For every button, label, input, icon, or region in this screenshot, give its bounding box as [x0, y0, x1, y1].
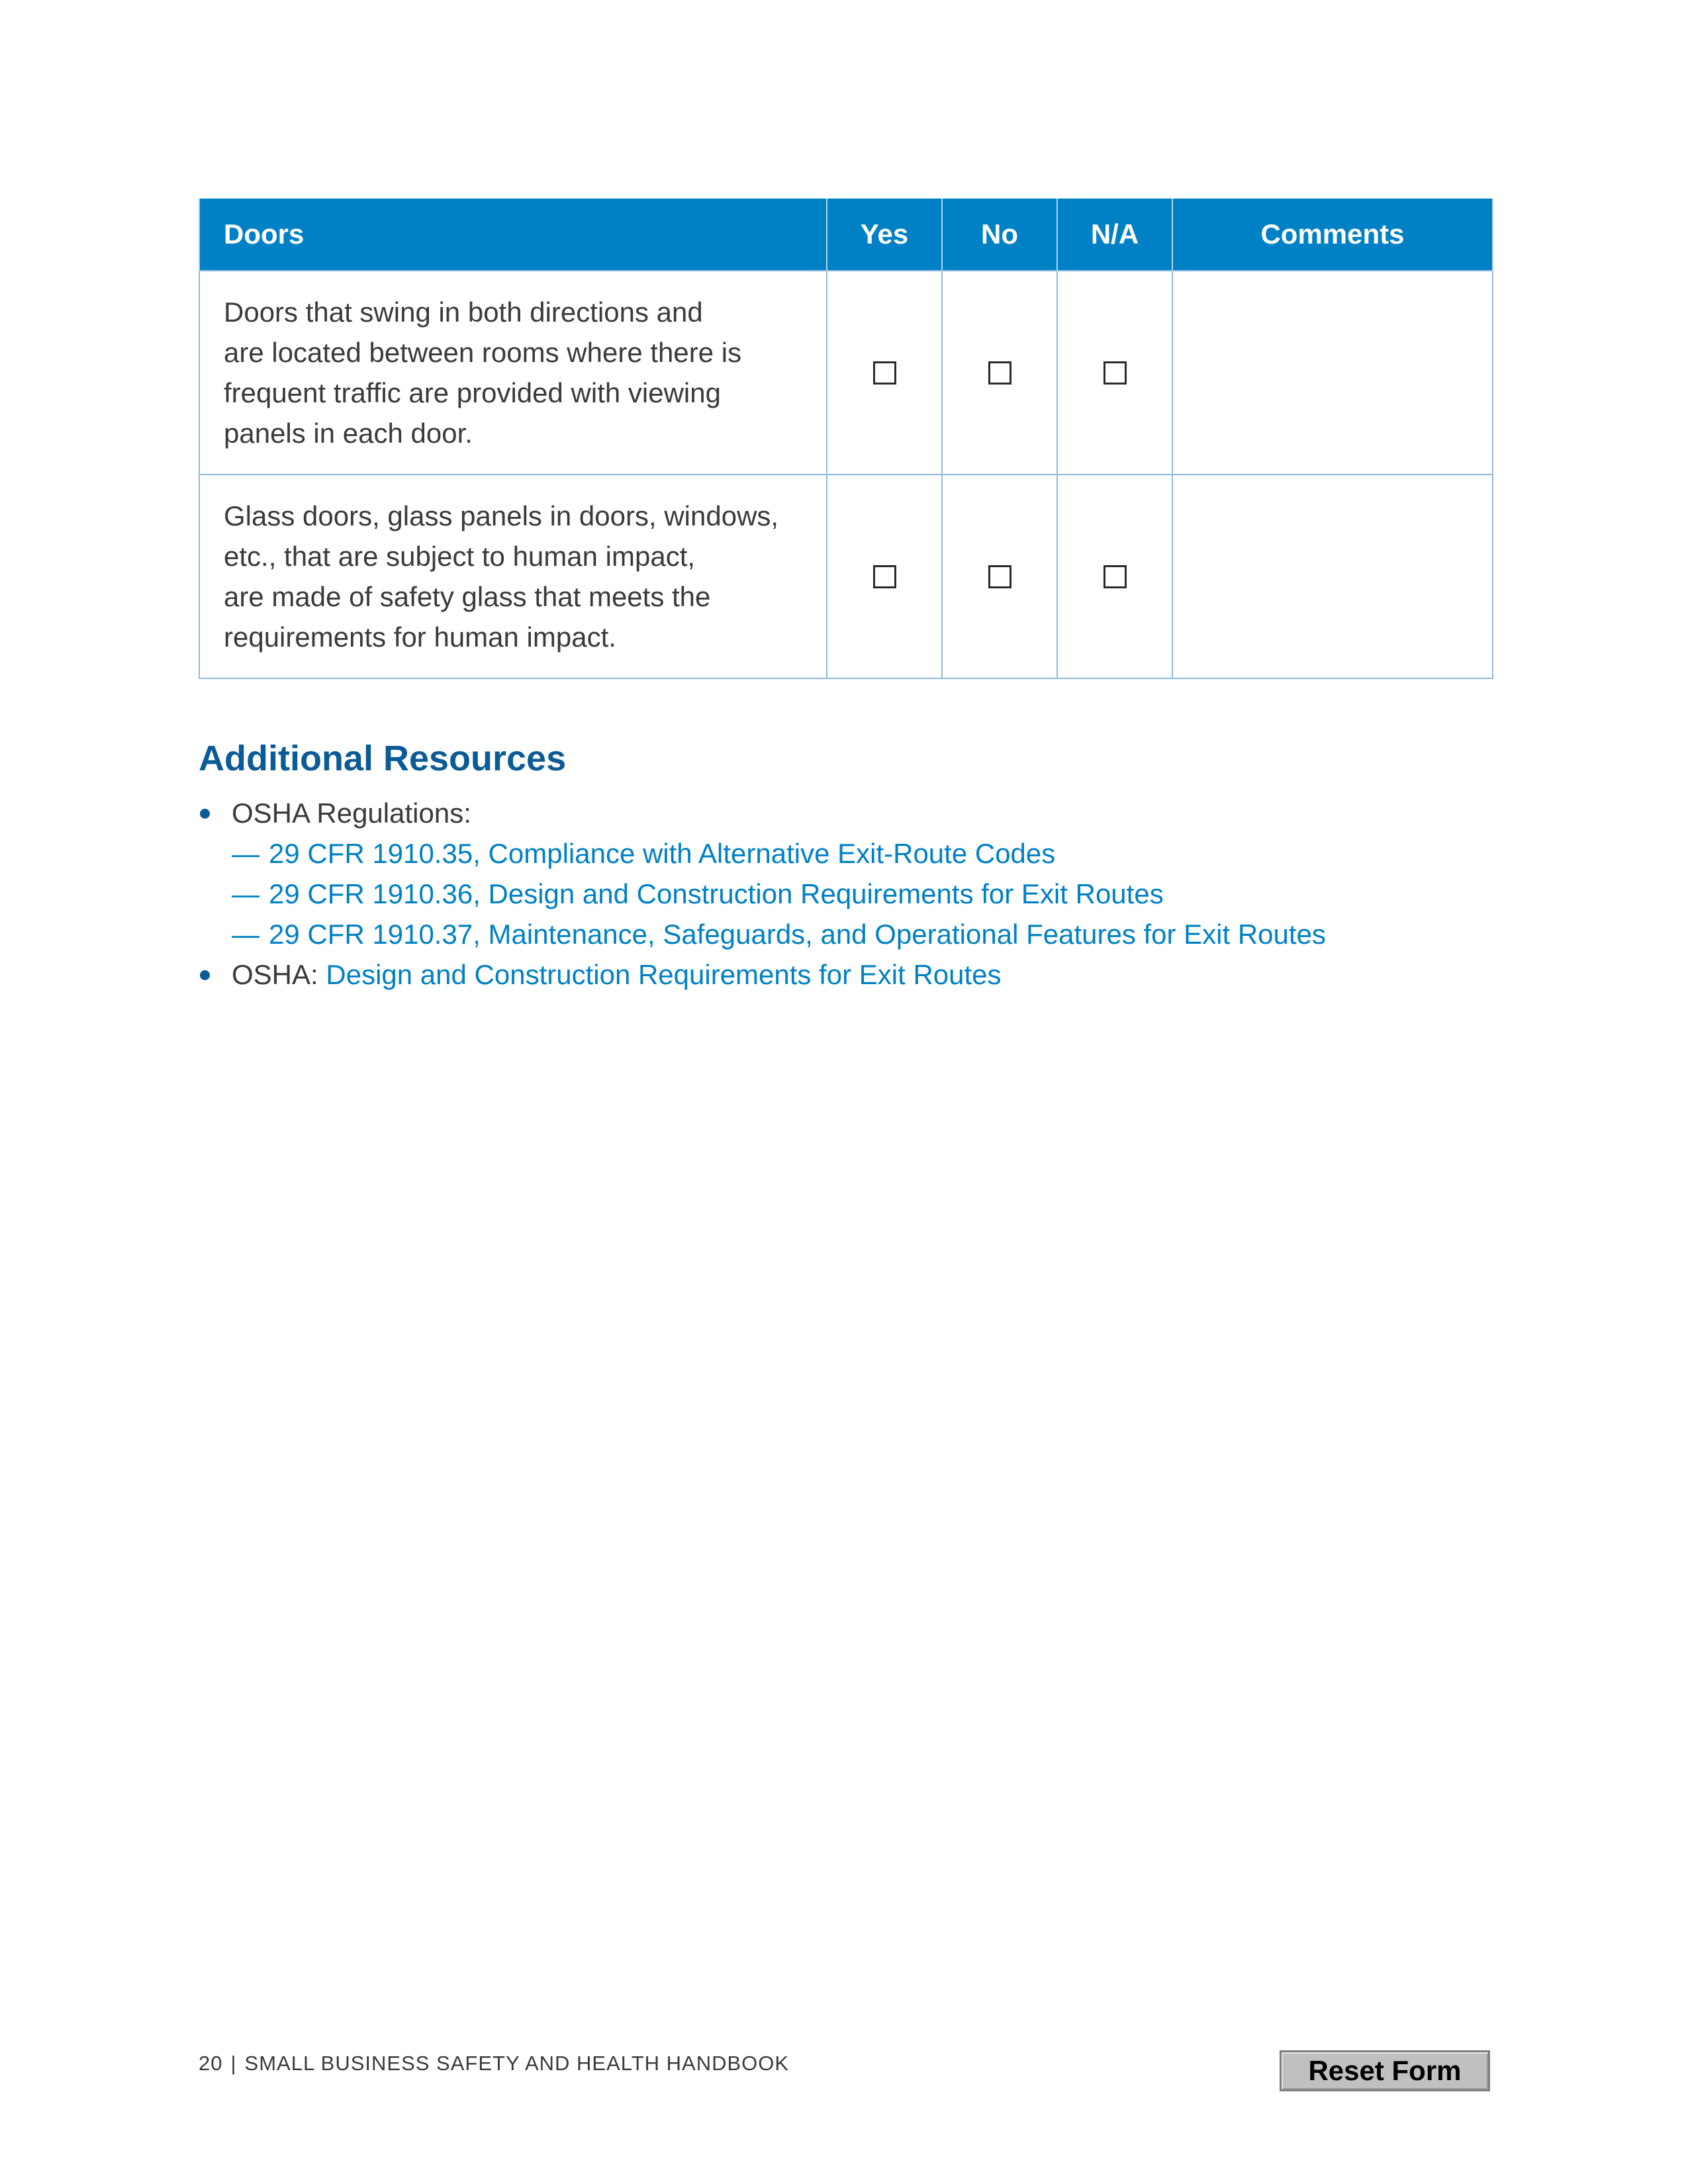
- handbook-title: SMALL BUSINESS SAFETY AND HEALTH HANDBOOK: [244, 2052, 790, 2075]
- doors-checklist-table: [199, 199, 1493, 679]
- list-item: [199, 954, 1496, 995]
- header-yes: Yes: [827, 199, 942, 271]
- na-checkbox[interactable]: [1103, 565, 1127, 588]
- question-cell: [199, 475, 827, 678]
- header-comments: Comments: [1172, 199, 1493, 271]
- resources-list: [199, 793, 1496, 995]
- page-number: 20: [199, 2052, 223, 2075]
- question-line: Doors that swing in both directions and: [224, 296, 703, 328]
- comments-field[interactable]: [1172, 271, 1493, 475]
- header-no: No: [942, 199, 1057, 271]
- reset-form-button[interactable]: Reset Form: [1280, 2050, 1490, 2091]
- table-row: [199, 271, 1493, 475]
- regulation-link-1910-35[interactable]: 29 CFR 1910.35, Compliance with Alternative Exit-Route Codes: [269, 838, 1056, 869]
- yes-checkbox[interactable]: [873, 565, 896, 588]
- additional-resources-section: [199, 735, 1496, 995]
- no-checkbox[interactable]: [988, 361, 1011, 385]
- question-line: are located between rooms where there is: [224, 337, 742, 368]
- section-heading: Additional Resources: [199, 739, 567, 778]
- question-line: Glass doors, glass panels in doors, windows,: [224, 500, 779, 531]
- question-line: are made of safety glass that meets the: [224, 581, 711, 612]
- resource-label: OSHA:: [232, 959, 318, 990]
- regulation-link-1910-37[interactable]: 29 CFR 1910.37, Maintenance, Safeguards, and Operational Features for Exit Routes: [269, 919, 1326, 950]
- footer-separator: |: [230, 2052, 237, 2075]
- na-cell: [1057, 271, 1172, 475]
- header-doors: Doors: [199, 199, 827, 271]
- question-line: panels in each door.: [224, 418, 473, 449]
- question-cell: [199, 271, 827, 475]
- exit-routes-link[interactable]: Design and Construction Requirements for Exit Routes: [326, 959, 1002, 990]
- na-cell: [1057, 475, 1172, 678]
- question-line: frequent traffic are provided with viewing: [224, 377, 721, 408]
- na-checkbox[interactable]: [1103, 361, 1127, 385]
- no-cell: [942, 475, 1057, 678]
- dash-marker: —: [232, 878, 259, 909]
- comments-field[interactable]: [1172, 475, 1493, 678]
- list-item: [232, 914, 1496, 954]
- no-cell: [942, 271, 1057, 475]
- dash-marker: —: [232, 919, 259, 950]
- no-checkbox[interactable]: [988, 565, 1011, 588]
- table-row: [199, 475, 1493, 678]
- regulations-sublist: [232, 833, 1496, 954]
- header-na: N/A: [1057, 199, 1172, 271]
- yes-cell: [827, 271, 942, 475]
- question-line: requirements for human impact.: [224, 621, 616, 653]
- yes-cell: [827, 475, 942, 678]
- resource-label: OSHA Regulations:: [232, 797, 471, 829]
- list-item: [232, 874, 1496, 914]
- regulation-link-1910-36[interactable]: 29 CFR 1910.36, Design and Construction Requirements for Exit Routes: [269, 878, 1164, 909]
- dash-marker: —: [232, 838, 259, 869]
- table-header-row: [199, 199, 1493, 271]
- list-item: [199, 793, 1496, 954]
- page-footer: [199, 2052, 789, 2075]
- yes-checkbox[interactable]: [873, 361, 896, 385]
- question-line: etc., that are subject to human impact,: [224, 541, 696, 572]
- list-item: [232, 833, 1496, 874]
